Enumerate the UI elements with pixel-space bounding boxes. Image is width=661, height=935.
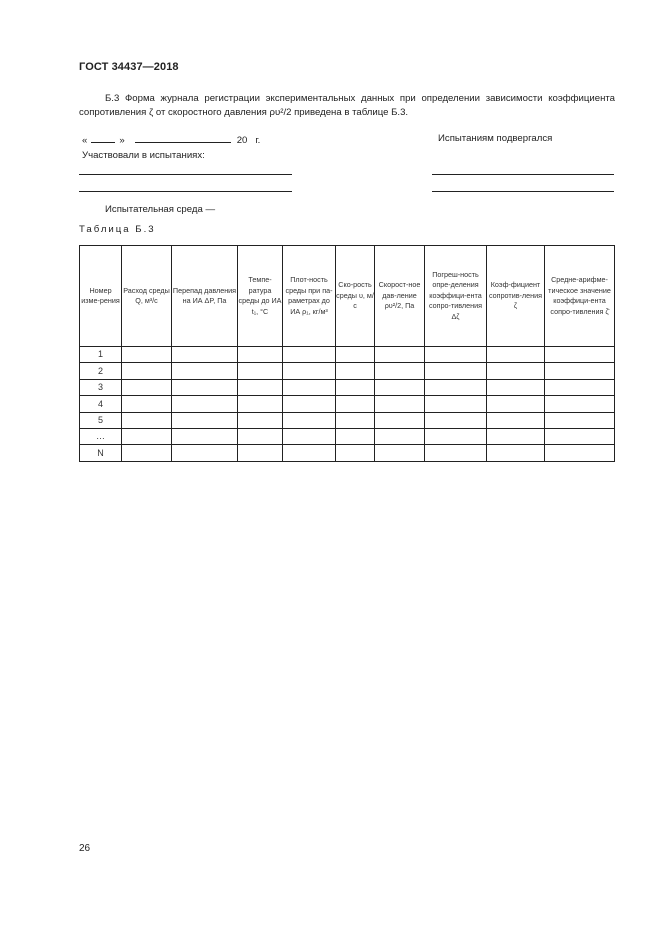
column-header: Коэф-фициент сопротив-ления ζ [487,246,545,347]
page-number: 26 [79,843,91,854]
tested-line-1 [432,174,614,175]
participant-line-1 [79,174,292,175]
tested-line-2 [432,191,614,192]
document-header: ГОСТ 34437—2018 [79,61,179,73]
row-number: 2 [80,363,122,379]
table-row [80,445,615,461]
row-number: 3 [80,379,122,395]
quote-close: » [119,135,125,146]
column-header: Номер изме-рения [80,246,122,347]
tested-label: Испытаниям подвергался [438,133,553,144]
row-number: … [80,428,122,444]
column-header: Перепад давления на ИА ΔP, Па [172,246,238,347]
participant-line-2 [79,191,292,192]
quote-open: « [82,135,88,146]
table-row [80,347,615,363]
row-number: 5 [80,412,122,428]
month-blank [135,133,231,143]
column-header: Ско-рость среды υ, м/с [336,246,375,347]
data-table [79,245,615,462]
row-number: N [80,445,122,461]
table-row [80,428,615,444]
table-row [80,412,615,428]
intro-paragraph: Б.3 Форма журнала регистрации экспериментальных данных при определении зависимости коэффициента сопротивления ζ от скоростного давления ρυ²/2 приведена в таблице Б.3. [79,93,615,118]
year-prefix: 20 [236,135,248,146]
table-row [80,363,615,379]
day-blank [91,133,115,143]
row-number: 4 [80,396,122,412]
column-header: Плот-ность среды при па-раметрах до ИА ρ₁, кг/м³ [283,246,336,347]
participants-label: Участвовали в испытаниях: [82,150,205,161]
column-header: Средне-арифме-тическое значение коэффици-ента сопро-тивления ζ̄ [545,246,615,347]
year-suffix: г. [255,135,261,146]
table-row [80,396,615,412]
row-number: 1 [80,347,122,363]
table-header-row [80,246,615,347]
column-header: Расход среды Q, м³/с [122,246,172,347]
table-caption: Таблица Б.3 [79,224,156,235]
medium-label: Испытательная среда — [105,204,216,215]
date-field [82,133,260,146]
column-header: Скорост-ное дав-ление ρυ²/2, Па [375,246,425,347]
table-row [80,379,615,395]
column-header: Темпе-ратура среды до ИА t₁, °C [238,246,283,347]
column-header: Погреш-ность опре-деления коэффици-ента сопро-тивления Δζ [425,246,487,347]
